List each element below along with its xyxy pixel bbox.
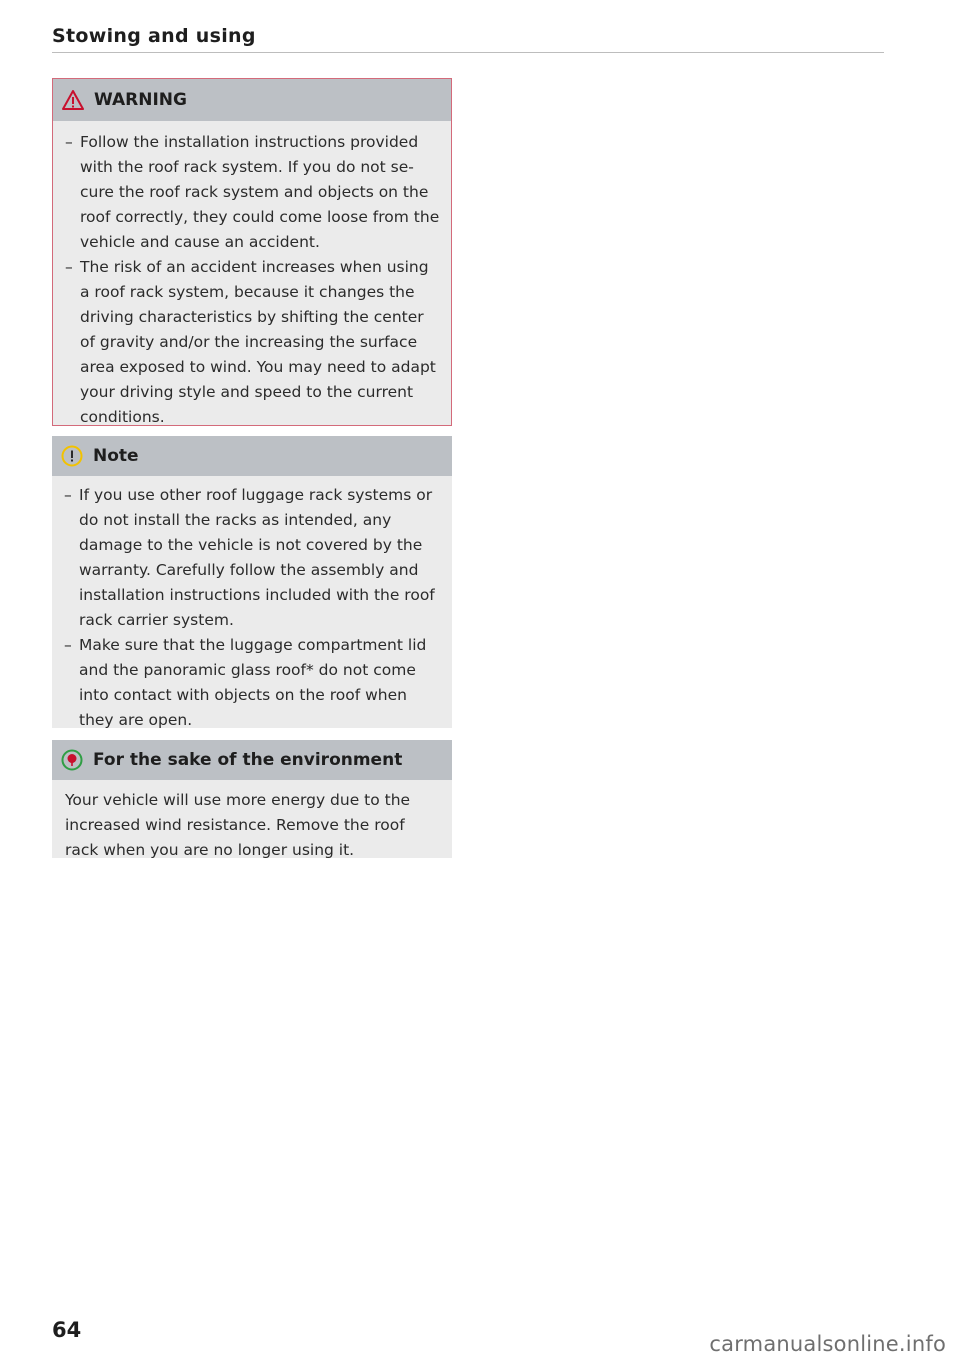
exclamation-circle-icon	[61, 445, 83, 467]
note-header	[52, 436, 452, 476]
environment-box	[52, 740, 452, 858]
note-title: Note	[93, 446, 139, 466]
note-list	[52, 476, 452, 733]
environment-text: Your vehicle will use more energy due to the increased wind resistance. Remove the roof rack when you are no longer using it.	[65, 791, 411, 859]
warning-triangle-icon	[62, 89, 84, 111]
environment-header	[52, 740, 452, 780]
warning-header	[53, 79, 451, 121]
page-number: 64	[52, 1318, 82, 1342]
list-item: – Follow the installation instructions provided with the roof rack system. If you do not se-cure the roof rack system and objects on the roof correctly, they could come loose from the vehicle and cause an accident.	[65, 133, 440, 251]
header-divider	[52, 52, 884, 53]
section-title: Stowing and using	[52, 25, 256, 47]
list-item: – If you use other roof luggage rack systems or do not install the racks as intended, any damage to the vehicle is not covered by the warranty. Carefully follow the assembly and installation instructions included with the roof rack carrier system.	[64, 486, 435, 629]
warning-list	[53, 121, 451, 430]
tree-circle-icon	[61, 749, 83, 771]
list-item: – The risk of an accident increases when using a roof rack system, because it changes the driving characteristics by shifting the center of gravity and/or the increasing the surface area exposed to wind. You may need to adapt your driving style and speed to the current conditions.	[65, 258, 436, 426]
warning-title: WARNING	[94, 90, 187, 110]
list-item: – Make sure that the luggage compartment lid and the panoramic glass roof* do not come into contact with objects on the roof when they are open.	[64, 636, 427, 729]
warning-box	[52, 78, 452, 426]
note-box	[52, 436, 452, 728]
watermark: carmanualsonline.info	[709, 1332, 946, 1356]
environment-title: For the sake of the environment	[93, 750, 403, 770]
